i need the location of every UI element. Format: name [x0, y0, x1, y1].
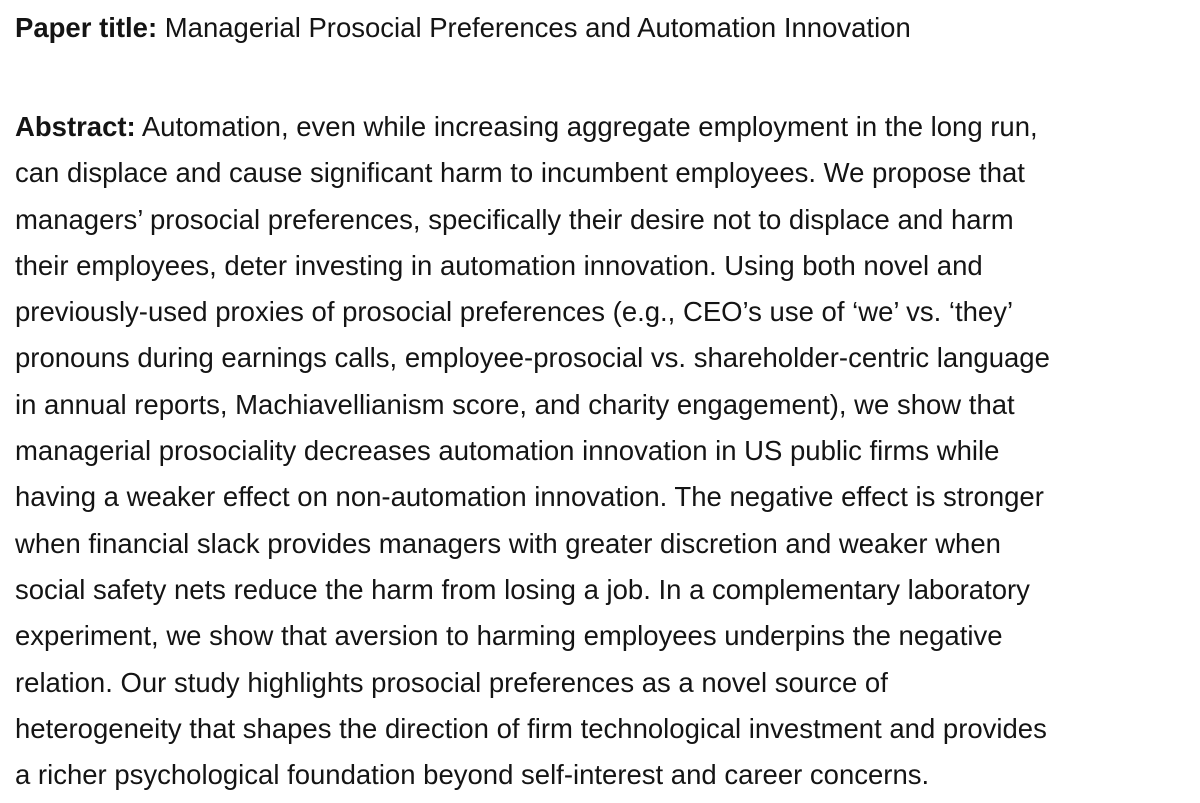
abstract-line: relation. Our study highlights prosocial preferences as a novel source of	[15, 666, 888, 698]
abstract-text: Automation, even while increasing aggregate employment in the long run,	[135, 111, 1038, 142]
abstract-line: heterogeneity that shapes the direction of firm technological investment and provides	[15, 712, 1047, 744]
abstract-line: social safety nets reduce the harm from losing a job. In a complementary laboratory	[15, 573, 1030, 605]
abstract-line: managers’ prosocial preferences, specifically their desire not to displace and harm	[15, 203, 1014, 235]
abstract-line: a richer psychological foundation beyond self-interest and career concerns.	[15, 759, 930, 791]
abstract-line: when financial slack provides managers with greater discretion and weaker when	[15, 527, 1001, 559]
abstract-label: Abstract:	[15, 111, 136, 142]
paper-title: Managerial Prosocial Preferences and Automation Innovation	[157, 12, 911, 43]
abstract-line: their employees, deter investing in automation innovation. Using both novel and	[15, 249, 983, 281]
abstract-line	[15, 104, 1190, 150]
abstract-line: managerial prosociality decreases automation innovation in US public firms while	[15, 435, 1000, 467]
abstract-line: in annual reports, Machiavellianism score, and charity engagement), we show that	[15, 388, 1015, 420]
abstract-line: experiment, we show that aversion to harming employees underpins the negative	[15, 620, 1003, 652]
abstract-line: can displace and cause significant harm to incumbent employees. We propose that	[15, 157, 1025, 189]
paper-title-label: Paper title:	[15, 12, 158, 43]
paper-title-line	[15, 8, 1190, 48]
abstract-line: previously-used proxies of prosocial preferences (e.g., CEO’s use of ‘we’ vs. ‘they’	[15, 296, 1014, 328]
abstract-line: having a weaker effect on non-automation innovation. The negative effect is stronger	[15, 481, 1044, 513]
abstract-line: pronouns during earnings calls, employee-prosocial vs. shareholder-centric language	[15, 342, 1050, 374]
abstract	[15, 104, 1190, 798]
